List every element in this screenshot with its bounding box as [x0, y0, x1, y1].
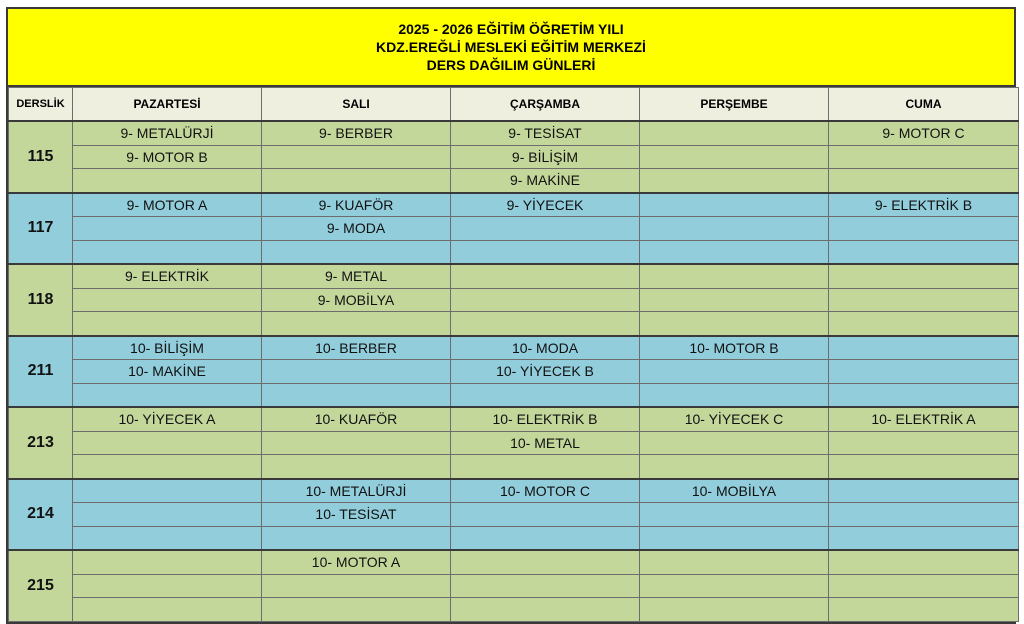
cell-sali: 10- KUAFÖR — [262, 407, 451, 431]
cell-carsamba — [451, 503, 640, 527]
cell-cuma — [829, 217, 1019, 241]
cell-sali: 10- METALÜRJİ — [262, 479, 451, 503]
table-row — [9, 360, 1019, 384]
table-row — [9, 217, 1019, 241]
cell-sali: 9- BERBER — [262, 121, 451, 145]
cell-carsamba — [451, 240, 640, 264]
cell-persembe — [640, 574, 829, 598]
cell-sali: 10- BERBER — [262, 336, 451, 360]
cell-persembe — [640, 240, 829, 264]
room-number: 118 — [9, 264, 73, 336]
header-cuma: CUMA — [829, 88, 1019, 122]
cell-carsamba — [451, 455, 640, 479]
cell-pazartesi: 9- MOTOR B — [73, 145, 262, 169]
header-carsamba: ÇARŞAMBA — [451, 88, 640, 122]
table-row — [9, 336, 1019, 360]
cell-cuma — [829, 336, 1019, 360]
cell-persembe — [640, 193, 829, 217]
header-persembe: PERŞEMBE — [640, 88, 829, 122]
cell-persembe — [640, 360, 829, 384]
cell-carsamba: 10- METAL — [451, 431, 640, 455]
cell-sali — [262, 574, 451, 598]
cell-cuma — [829, 455, 1019, 479]
cell-pazartesi: 9- ELEKTRİK — [73, 264, 262, 288]
cell-carsamba — [451, 550, 640, 574]
cell-persembe — [640, 217, 829, 241]
cell-persembe — [640, 288, 829, 312]
cell-cuma — [829, 360, 1019, 384]
table-row — [9, 503, 1019, 527]
cell-carsamba — [451, 288, 640, 312]
cell-persembe — [640, 312, 829, 336]
room-number: 214 — [9, 479, 73, 551]
schedule-body — [9, 121, 1019, 621]
cell-cuma — [829, 574, 1019, 598]
cell-pazartesi — [73, 550, 262, 574]
cell-pazartesi — [73, 240, 262, 264]
schedule-sheet — [6, 7, 1016, 624]
header-row — [9, 88, 1019, 122]
cell-sali — [262, 169, 451, 193]
cell-carsamba: 9- MAKİNE — [451, 169, 640, 193]
cell-sali — [262, 431, 451, 455]
cell-carsamba — [451, 598, 640, 622]
table-row — [9, 598, 1019, 622]
table-row — [9, 383, 1019, 407]
cell-pazartesi: 9- METALÜRJİ — [73, 121, 262, 145]
table-row — [9, 193, 1019, 217]
room-number: 215 — [9, 550, 73, 621]
table-row — [9, 121, 1019, 145]
room-number: 115 — [9, 121, 73, 193]
cell-pazartesi — [73, 169, 262, 193]
cell-persembe: 10- YİYECEK C — [640, 407, 829, 431]
cell-persembe — [640, 264, 829, 288]
title-line-1: 2025 - 2026 EĞİTİM ÖĞRETİM YILI — [398, 21, 624, 37]
cell-cuma — [829, 383, 1019, 407]
table-row — [9, 145, 1019, 169]
cell-persembe — [640, 503, 829, 527]
cell-cuma — [829, 264, 1019, 288]
table-row — [9, 431, 1019, 455]
cell-cuma — [829, 550, 1019, 574]
cell-sali — [262, 240, 451, 264]
cell-persembe — [640, 526, 829, 550]
cell-pazartesi — [73, 503, 262, 527]
cell-sali: 10- TESİSAT — [262, 503, 451, 527]
cell-pazartesi — [73, 574, 262, 598]
table-row — [9, 264, 1019, 288]
cell-carsamba — [451, 574, 640, 598]
cell-persembe: 10- MOTOR B — [640, 336, 829, 360]
cell-sali — [262, 455, 451, 479]
title-block — [8, 9, 1014, 87]
cell-persembe — [640, 431, 829, 455]
cell-persembe — [640, 121, 829, 145]
cell-sali: 9- MODA — [262, 217, 451, 241]
cell-carsamba — [451, 217, 640, 241]
cell-pazartesi — [73, 383, 262, 407]
cell-pazartesi — [73, 288, 262, 312]
table-row — [9, 312, 1019, 336]
title-line-3: DERS DAĞILIM GÜNLERİ — [426, 57, 596, 73]
cell-cuma — [829, 431, 1019, 455]
cell-sali — [262, 360, 451, 384]
cell-cuma — [829, 598, 1019, 622]
room-number: 211 — [9, 336, 73, 408]
cell-carsamba — [451, 383, 640, 407]
header-derslik: DERSLİK — [9, 88, 73, 122]
cell-persembe — [640, 169, 829, 193]
cell-sali: 10- MOTOR A — [262, 550, 451, 574]
cell-persembe — [640, 383, 829, 407]
cell-pazartesi: 10- MAKİNE — [73, 360, 262, 384]
title-line-2: KDZ.EREĞLİ MESLEKİ EĞİTİM MERKEZİ — [376, 39, 646, 55]
cell-persembe — [640, 550, 829, 574]
cell-cuma — [829, 312, 1019, 336]
cell-sali — [262, 598, 451, 622]
cell-sali: 9- KUAFÖR — [262, 193, 451, 217]
room-number: 213 — [9, 407, 73, 479]
cell-carsamba: 10- YİYECEK B — [451, 360, 640, 384]
cell-pazartesi: 10- BİLİŞİM — [73, 336, 262, 360]
table-row — [9, 288, 1019, 312]
cell-cuma — [829, 479, 1019, 503]
table-row — [9, 169, 1019, 193]
table-row — [9, 550, 1019, 574]
cell-cuma — [829, 145, 1019, 169]
header-sali: SALI — [262, 88, 451, 122]
cell-carsamba: 10- ELEKTRİK B — [451, 407, 640, 431]
cell-pazartesi — [73, 455, 262, 479]
cell-sali: 9- MOBİLYA — [262, 288, 451, 312]
cell-carsamba — [451, 264, 640, 288]
cell-pazartesi: 10- YİYECEK A — [73, 407, 262, 431]
table-row — [9, 526, 1019, 550]
table-row — [9, 455, 1019, 479]
cell-sali — [262, 526, 451, 550]
cell-cuma: 9- MOTOR C — [829, 121, 1019, 145]
table-row — [9, 240, 1019, 264]
cell-carsamba — [451, 312, 640, 336]
cell-carsamba: 10- MOTOR C — [451, 479, 640, 503]
cell-cuma: 9- ELEKTRİK B — [829, 193, 1019, 217]
cell-persembe — [640, 598, 829, 622]
cell-persembe — [640, 145, 829, 169]
cell-carsamba: 9- TESİSAT — [451, 121, 640, 145]
cell-sali — [262, 383, 451, 407]
cell-cuma — [829, 288, 1019, 312]
cell-pazartesi — [73, 431, 262, 455]
cell-cuma — [829, 503, 1019, 527]
cell-pazartesi — [73, 598, 262, 622]
cell-carsamba: 9- YİYECEK — [451, 193, 640, 217]
table-row — [9, 407, 1019, 431]
cell-carsamba — [451, 526, 640, 550]
table-row — [9, 479, 1019, 503]
cell-sali: 9- METAL — [262, 264, 451, 288]
cell-pazartesi — [73, 217, 262, 241]
schedule-table — [8, 87, 1019, 622]
cell-sali — [262, 145, 451, 169]
cell-carsamba: 9- BİLİŞİM — [451, 145, 640, 169]
cell-pazartesi — [73, 479, 262, 503]
room-number: 117 — [9, 193, 73, 265]
cell-sali — [262, 312, 451, 336]
cell-cuma — [829, 169, 1019, 193]
cell-persembe: 10- MOBİLYA — [640, 479, 829, 503]
cell-pazartesi — [73, 526, 262, 550]
cell-cuma: 10- ELEKTRİK A — [829, 407, 1019, 431]
cell-carsamba: 10- MODA — [451, 336, 640, 360]
header-pazartesi: PAZARTESİ — [73, 88, 262, 122]
cell-cuma — [829, 526, 1019, 550]
cell-pazartesi: 9- MOTOR A — [73, 193, 262, 217]
cell-persembe — [640, 455, 829, 479]
cell-cuma — [829, 240, 1019, 264]
table-row — [9, 574, 1019, 598]
cell-pazartesi — [73, 312, 262, 336]
